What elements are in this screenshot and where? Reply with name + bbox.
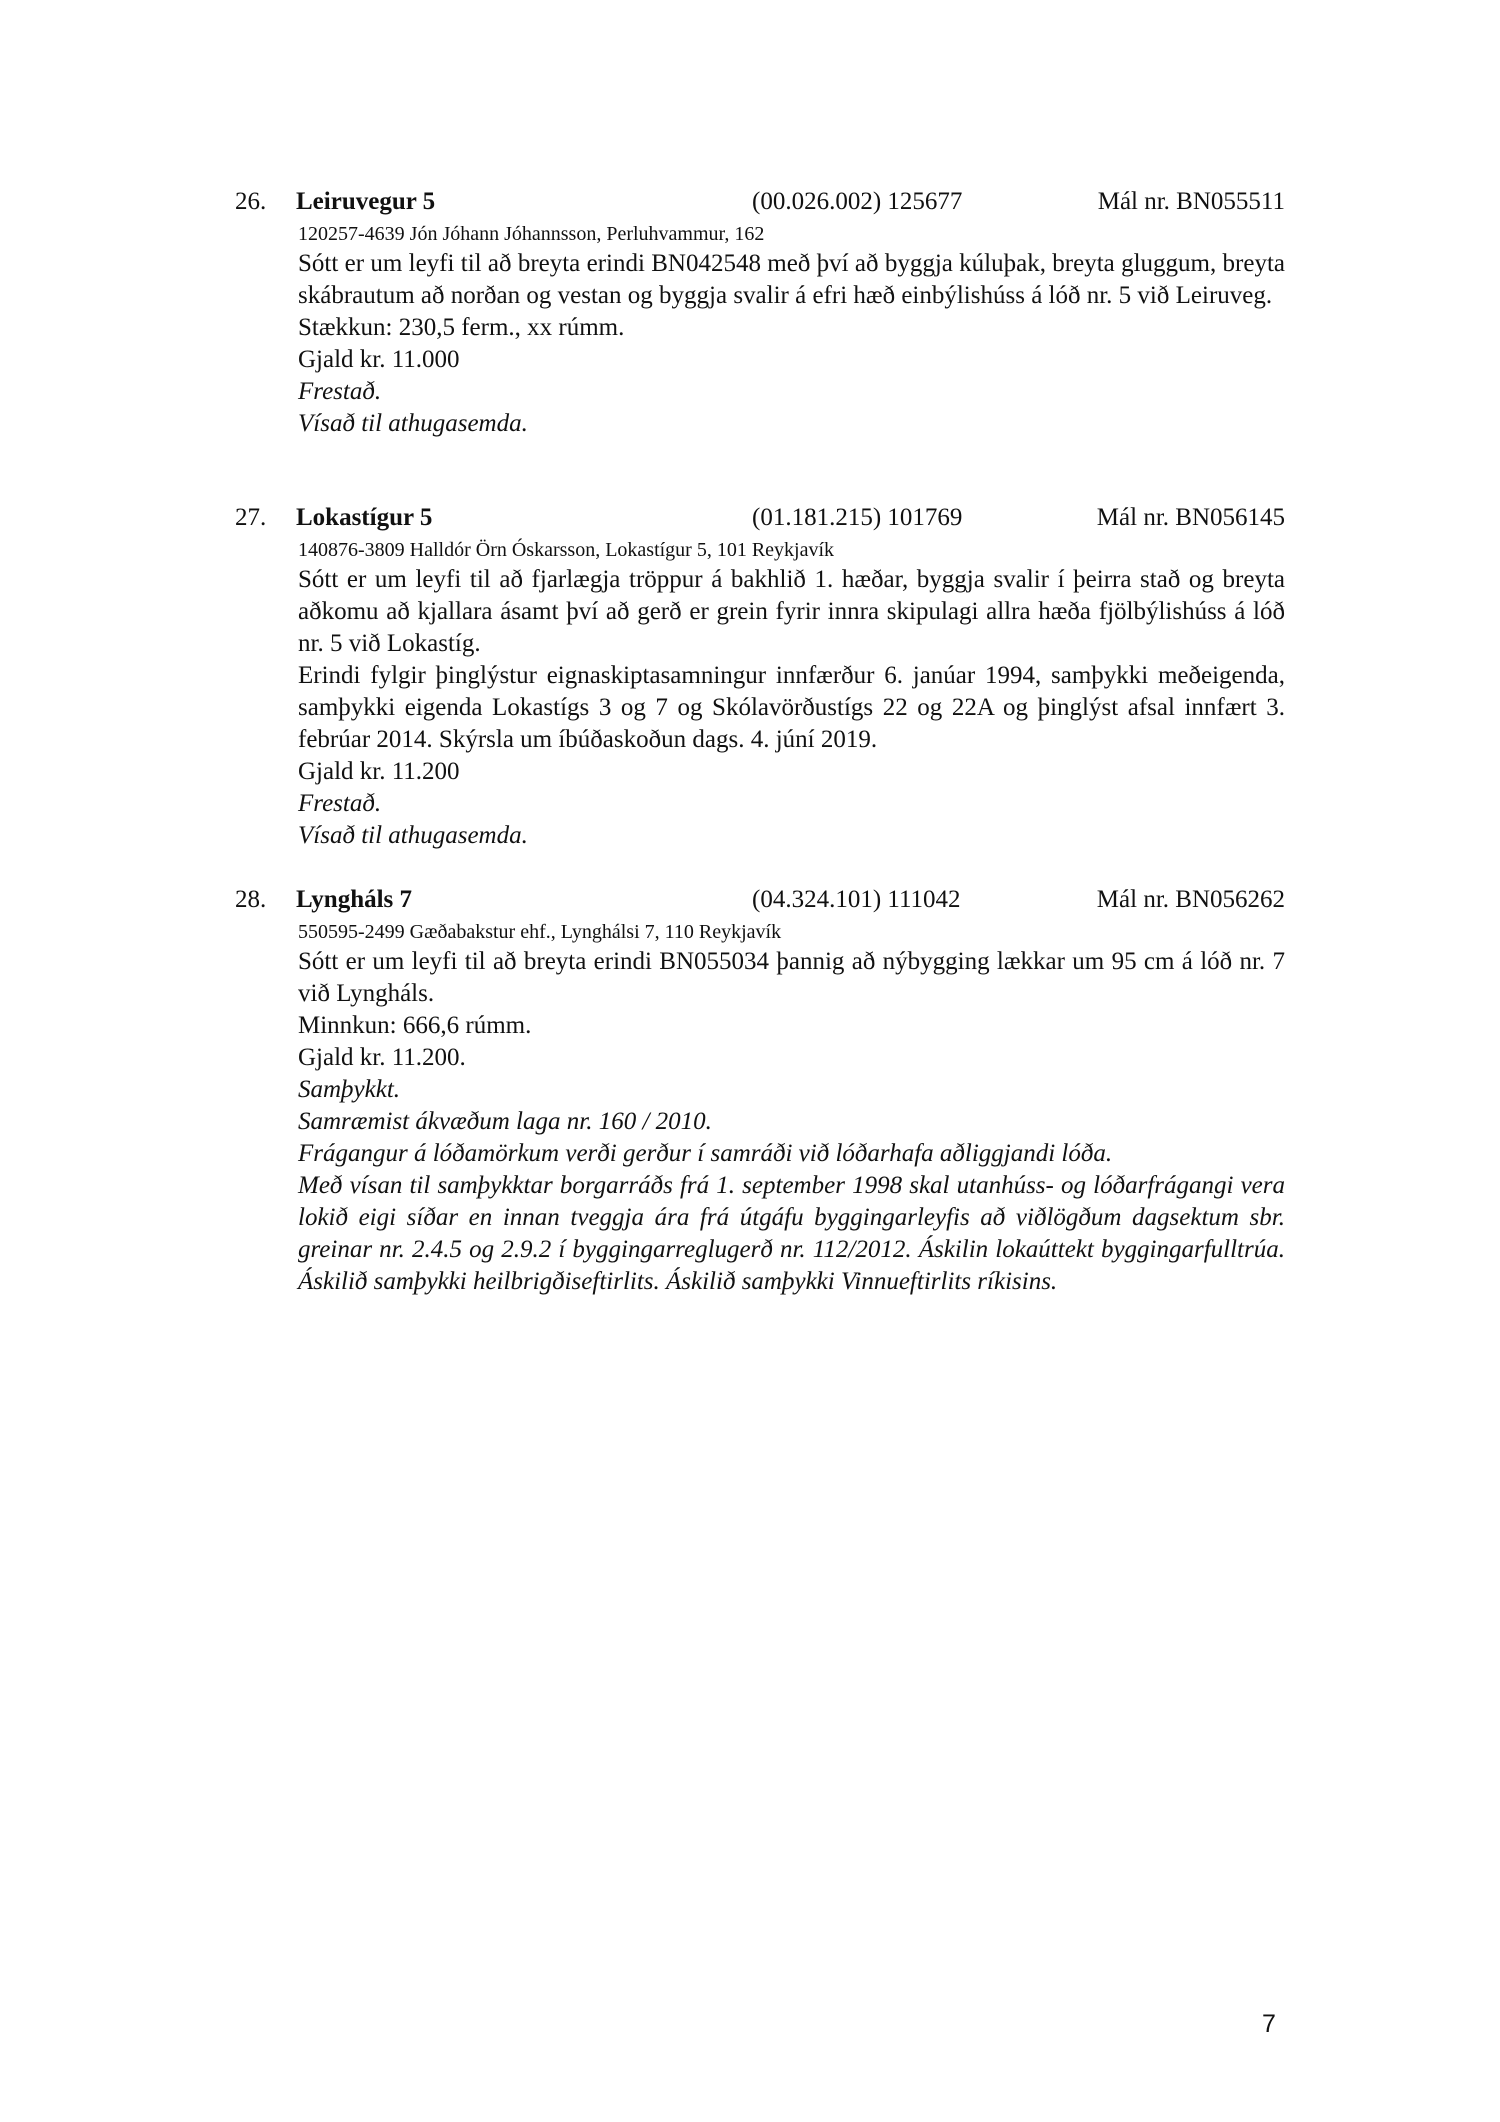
entry-decision: Frestað. <box>298 790 382 817</box>
entry-note-conditions: Með vísan til samþykktar borgarráðs frá 1. september 1998 skal utanhúss- og lóðarfrágangi vera lokið eigi síðar en innan tveggja ára frá útgáfu byggingarleyfis að viðlögðum dagsektum sbr. greinar nr. 2.4.5 og 2.9.2 í byggingarreglugerð nr. 112/2012. Áskilin lokaúttekt byggingarfulltrúa. Áskilið samþykki heilbrigðiseftirlits. Áskilið samþykki Vinnueftirlits ríkisins. <box>298 1172 1285 1295</box>
entry-body <box>298 918 1285 1298</box>
entry-fee: Gjald kr. 11.200 <box>298 758 460 785</box>
entry-decision: Frestað. <box>298 378 382 405</box>
entry-description: Sótt er um leyfi til að fjarlægja tröppur á bakhlið 1. hæðar, byggja svalir í þeirra stað og breyta aðkomu að kjallara ásamt því að gerð er grein fyrir innra skipulagi allra hæða fjölbýlishúss á lóð nr. 5 við Lokastíg. <box>298 566 1285 657</box>
entry-decision: Samþykkt. <box>298 1076 401 1103</box>
entry-note: Vísað til athugasemda. <box>298 822 528 849</box>
entry-case-number: Mál nr. BN056262 <box>1096 886 1285 913</box>
entry-28 <box>235 882 1285 1298</box>
entry-note: Frágangur á lóðamörkum verði gerður í samráði við lóðarhafa aðliggjandi lóða. <box>298 1140 1113 1167</box>
entry-applicant: 120257-4639 Jón Jóhann Jóhannsson, Perluhvammur, 162 <box>298 223 765 245</box>
entry-note: Samræmist ákvæðum laga nr. 160 / 2010. <box>298 1108 712 1135</box>
entry-land-id: (04.324.101) 111042 <box>752 886 961 913</box>
entry-description: Sótt er um leyfi til að breyta erindi BN042548 með því að byggja kúluþak, breyta gluggum, breyta skábrautum að norðan og vestan og byggja svalir á efri hæð einbýlishúss á lóð nr. 5 við Leiruveg. <box>298 250 1285 309</box>
entry-body <box>298 536 1285 852</box>
entry-description: Sótt er um leyfi til að breyta erindi BN055034 þannig að nýbygging lækkar um 95 cm á lóð nr. 7 við Lyngháls. <box>298 948 1285 1007</box>
entry-number: 27. <box>235 504 267 531</box>
entry-description-attachments: Erindi fylgir þinglýstur eignaskiptasamningur innfærður 6. janúar 1994, samþykki meðeigenda, samþykki eigenda Lokastígs 3 og 7 og Skólavörðustígs 22 og 22A og þinglýst afsal innfært 3. febrúar 2014. Skýrsla um íbúðaskoðun dags. 4. júní 2019. <box>298 662 1285 753</box>
entry-body <box>298 220 1285 440</box>
entry-address: Lyngháls 7 <box>296 886 413 913</box>
entry-land-id: (00.026.002) 125677 <box>752 188 963 215</box>
entry-27 <box>235 500 1285 852</box>
entry-case-number: Mál nr. BN056145 <box>1096 504 1285 531</box>
entry-size: Minnkun: 666,6 rúmm. <box>298 1012 532 1039</box>
entry-header <box>235 500 1285 536</box>
entry-case-number: Mál nr. BN055511 <box>1097 188 1285 215</box>
entry-header <box>235 184 1285 220</box>
entry-fee: Gjald kr. 11.200. <box>298 1044 466 1071</box>
entry-number: 28. <box>235 886 267 913</box>
entry-note: Vísað til athugasemda. <box>298 410 528 437</box>
entry-address: Lokastígur 5 <box>296 504 433 531</box>
entry-fee: Gjald kr. 11.000 <box>298 346 460 373</box>
page-number: 7 <box>1262 2010 1276 2038</box>
entry-address: Leiruvegur 5 <box>296 188 436 215</box>
entry-applicant: 140876-3809 Halldór Örn Óskarsson, Lokastígur 5, 101 Reykjavík <box>298 539 835 561</box>
entry-applicant: 550595-2499 Gæðabakstur ehf., Lynghálsi 7, 110 Reykjavík <box>298 921 782 943</box>
entry-header <box>235 882 1285 918</box>
entry-26 <box>235 184 1285 440</box>
entry-size: Stækkun: 230,5 ferm., xx rúmm. <box>298 314 625 341</box>
entry-land-id: (01.181.215) 101769 <box>752 504 963 531</box>
entry-number: 26. <box>235 188 267 215</box>
